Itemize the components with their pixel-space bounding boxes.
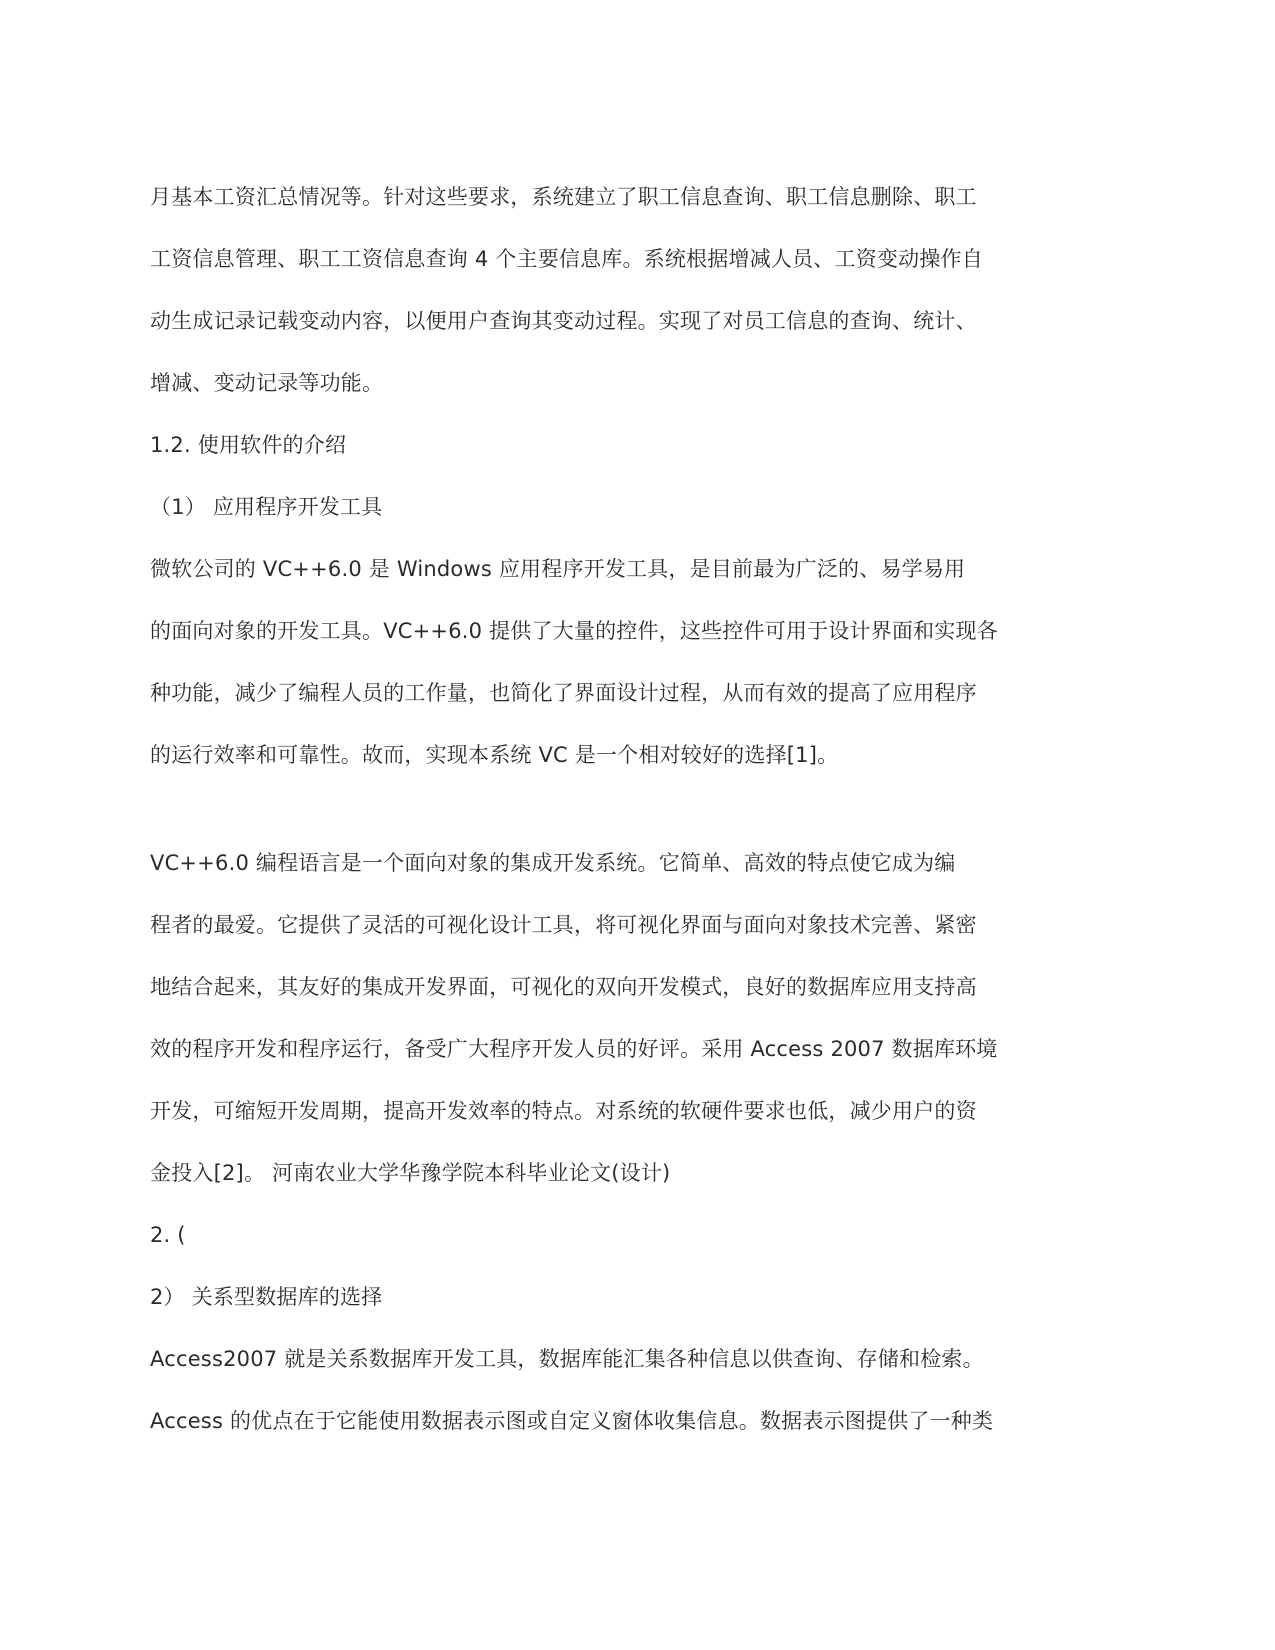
paragraph-line: 的面向对象的开发工具。VC++6.0 提供了大量的控件，这些控件可用于设计界面和实现各 xyxy=(150,619,998,643)
paragraph-line: 程者的最爱。它提供了灵活的可视化设计工具，将可视化界面与面向对象技术完善、紧密 xyxy=(150,913,977,937)
paragraph-line: 种功能，减少了编程人员的工作量，也简化了界面设计过程，从而有效的提高了应用程序 xyxy=(150,681,977,705)
paragraph-line: Access2007 就是关系数据库开发工具，数据库能汇集各种信息以供查询、存储和检索。 xyxy=(150,1347,984,1371)
paragraph-line: 动生成记录记载变动内容，以便用户查询其变动过程。实现了对员工信息的查询、统计、 xyxy=(150,309,977,333)
document-body xyxy=(150,166,1050,1452)
section-heading: 1.2. 使用软件的介绍 xyxy=(150,433,347,457)
paragraph-line: 微软公司的 VC++6.0 是 Windows 应用程序开发工具，是目前最为广泛的、易学易用 xyxy=(150,557,966,581)
section-number: 2. ( xyxy=(150,1223,186,1247)
paragraph-line: 开发，可缩短开发周期，提高开发效率的特点。对系统的软硬件要求也低，减少用户的资 xyxy=(150,1099,977,1123)
paragraph-line: Access 的优点在于它能使用数据表示图或自定义窗体收集信息。数据表示图提供了一种类 xyxy=(150,1409,994,1433)
subsection-heading: 2） 关系型数据库的选择 xyxy=(150,1285,383,1309)
paragraph-line: 的运行效率和可靠性。故而，实现本系统 VC 是一个相对较好的选择[1]。 xyxy=(150,743,839,767)
paragraph-gap xyxy=(150,786,1050,832)
paragraph-line: VC++6.0 编程语言是一个面向对象的集成开发系统。它简单、高效的特点使它成为编 xyxy=(150,851,956,875)
paragraph-line: 工资信息管理、职工工资信息查询 4 个主要信息库。系统根据增减人员、工资变动操作自 xyxy=(150,247,983,271)
subsection-heading: （1） 应用程序开发工具 xyxy=(150,495,383,519)
paragraph-line: 月基本工资汇总情况等。针对这些要求，系统建立了职工信息查询、职工信息删除、职工 xyxy=(150,185,977,209)
paragraph-line: 金投入[2]。 河南农业大学华豫学院本科毕业论文(设计) xyxy=(150,1161,671,1185)
paragraph-line: 增减、变动记录等功能。 xyxy=(150,371,384,395)
paragraph-line: 效的程序开发和程序运行，备受广大程序开发人员的好评。采用 Access 2007 数据库环境 xyxy=(150,1037,998,1061)
paragraph-line: 地结合起来，其友好的集成开发界面，可视化的双向开发模式，良好的数据库应用支持高 xyxy=(150,975,977,999)
